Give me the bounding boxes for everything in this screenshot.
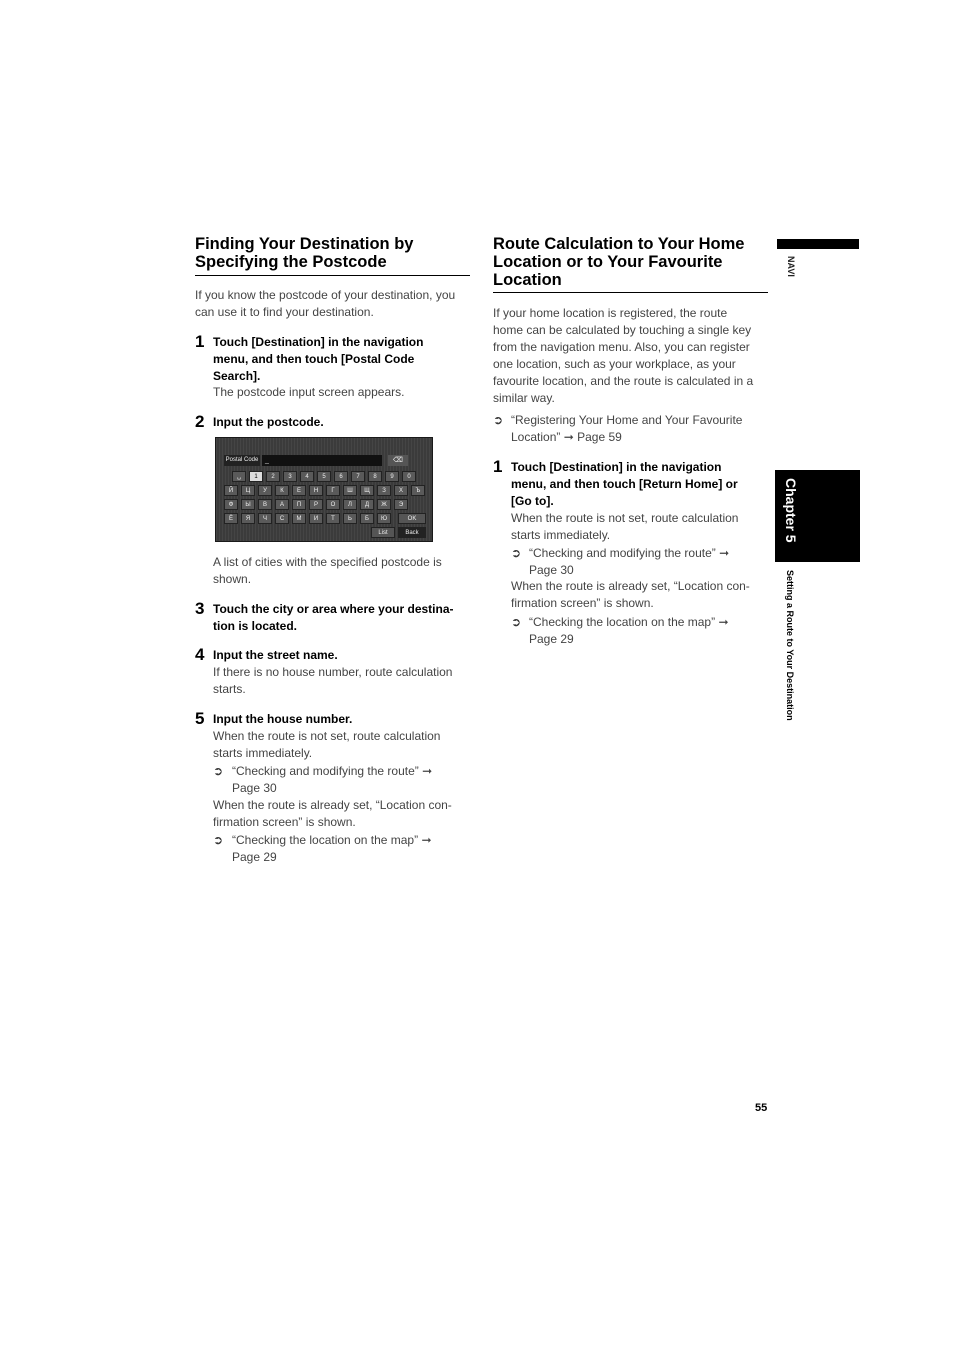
key[interactable]: М — [292, 513, 306, 524]
reference-arrow-icon: ➲ — [511, 546, 522, 560]
right-intro: If your home location is registered, the route home can be calculated by touching a single key from the navigation menu. Also, you can register one location, such as your workplace, as your favourite location, and the route is calculated in a similar way. — [493, 306, 754, 405]
right-heading: Route Calculation to Your Home Location or to Your Favourite Location — [493, 235, 745, 289]
chapter-label-wrap — [783, 478, 803, 558]
key[interactable]: 8 — [368, 471, 382, 482]
step-title: Touch the city or area where your destina- tion is located. — [213, 602, 454, 633]
step-body: When the route is not set, route calculation starts immediately. — [511, 511, 739, 542]
cross-reference[interactable]: “Checking the location on the map” ➞ Page 29 — [232, 833, 432, 864]
postcode-keyboard-screenshot — [215, 437, 433, 542]
key[interactable]: Щ — [360, 485, 374, 496]
postal-code-label: Postal Code — [224, 455, 260, 466]
key[interactable]: И — [309, 513, 323, 524]
navi-label-wrap — [784, 256, 798, 288]
key[interactable]: Ф — [224, 499, 238, 510]
step-number: 5 — [195, 709, 205, 728]
key[interactable]: С — [275, 513, 289, 524]
key[interactable]: 9 — [385, 471, 399, 482]
key[interactable]: Л — [343, 499, 357, 510]
right-heading-rule — [493, 292, 768, 293]
chapter-label: Chapter 5 — [783, 478, 799, 543]
key-row-3 — [224, 499, 408, 510]
page-number: 55 — [755, 1102, 768, 1114]
key[interactable]: К — [275, 485, 289, 496]
key[interactable]: Ж — [377, 499, 391, 510]
step-number: 4 — [195, 645, 205, 664]
key[interactable]: 0 — [402, 471, 416, 482]
key[interactable]: В — [258, 499, 272, 510]
key-row-2 — [224, 485, 425, 496]
back-button[interactable]: Back — [398, 527, 426, 538]
key[interactable]: Я — [241, 513, 255, 524]
navi-tab-bar — [777, 239, 859, 249]
left-heading: Finding Your Destination by Specifying the Postcode — [195, 235, 414, 271]
key[interactable]: 7 — [351, 471, 365, 482]
backspace-button[interactable]: ⌫ — [388, 455, 408, 466]
step-body: When the route is already set, “Location con- firmation screen” is shown. — [511, 579, 750, 610]
step-body: If there is no house number, route calculation starts. — [213, 665, 453, 696]
reference-arrow-icon: ➲ — [493, 413, 504, 427]
key[interactable]: 4 — [300, 471, 314, 482]
cross-reference[interactable]: “Checking and modifying the route” ➞ Page 30 — [529, 546, 730, 577]
step-title: Touch [Destination] in the navigation menu, and then touch [Return Home] or [Go to]. — [511, 460, 738, 508]
reference-arrow-icon: ➲ — [213, 833, 224, 847]
key[interactable]: Ъ — [411, 485, 425, 496]
key[interactable]: Й — [224, 485, 238, 496]
key[interactable]: 5 — [317, 471, 331, 482]
cross-reference[interactable]: “Registering Your Home and Your Favourite Location” ➞ Page 59 — [511, 413, 743, 444]
postal-code-input[interactable]: _ — [262, 455, 382, 466]
key[interactable]: П — [292, 499, 306, 510]
step-body: The postcode input screen appears. — [213, 385, 405, 399]
key[interactable]: Ч — [258, 513, 272, 524]
key[interactable]: Х — [394, 485, 408, 496]
left-heading-rule — [195, 275, 470, 276]
key[interactable]: 1 — [249, 471, 263, 482]
key[interactable]: Д — [360, 499, 374, 510]
key[interactable]: 6 — [334, 471, 348, 482]
step-title: Input the house number. — [213, 712, 353, 726]
step-title: Touch [Destination] in the navigation menu, and then touch [Postal Code Search]. — [213, 335, 424, 383]
key[interactable]: Ь — [343, 513, 357, 524]
step-title: Input the street name. — [213, 648, 338, 662]
reference-arrow-icon: ➲ — [213, 764, 224, 778]
key[interactable]: Ш — [343, 485, 357, 496]
step-title: Input the postcode. — [213, 415, 324, 429]
key[interactable]: А — [275, 499, 289, 510]
ok-button[interactable]: OK — [398, 513, 426, 524]
cross-reference[interactable]: “Checking and modifying the route” ➞ Page 30 — [232, 764, 433, 795]
key[interactable]: Г — [326, 485, 340, 496]
key[interactable]: Ц — [241, 485, 255, 496]
left-intro: If you know the postcode of your destination, you can use it to find your destination. — [195, 288, 456, 319]
after-keyboard-text: A list of cities with the specified postcode is shown. — [213, 555, 442, 586]
cross-reference[interactable]: “Checking the location on the map” ➞ Page 29 — [529, 615, 729, 646]
step-number: 1 — [493, 457, 503, 476]
key[interactable]: Б — [360, 513, 374, 524]
section-label-wrap — [783, 570, 797, 762]
key[interactable]: Ю — [377, 513, 391, 524]
key[interactable]: Р — [309, 499, 323, 510]
key[interactable]: 2 — [266, 471, 280, 482]
key[interactable]: Э — [394, 499, 408, 510]
list-button[interactable]: List — [371, 527, 395, 538]
key[interactable]: Ы — [241, 499, 255, 510]
key[interactable]: Н — [309, 485, 323, 496]
step-number: 3 — [195, 599, 205, 618]
key[interactable]: ␣ — [232, 471, 246, 482]
step-body: When the route is already set, “Location con- firmation screen” is shown. — [213, 798, 452, 829]
section-label: Setting a Route to Your Destination — [785, 570, 795, 721]
key-row-4 — [224, 513, 391, 524]
key[interactable]: Е — [292, 485, 306, 496]
key-row-1 — [232, 471, 416, 482]
step-number: 1 — [195, 332, 205, 351]
key[interactable]: Ё — [224, 513, 238, 524]
step-body: When the route is not set, route calculation starts immediately. — [213, 729, 441, 760]
navi-label: NAVI — [786, 256, 796, 277]
step-number: 2 — [195, 412, 205, 431]
key[interactable]: О — [326, 499, 340, 510]
key[interactable]: 3 — [283, 471, 297, 482]
reference-arrow-icon: ➲ — [511, 615, 522, 629]
key[interactable]: З — [377, 485, 391, 496]
key[interactable]: У — [258, 485, 272, 496]
key[interactable]: Т — [326, 513, 340, 524]
